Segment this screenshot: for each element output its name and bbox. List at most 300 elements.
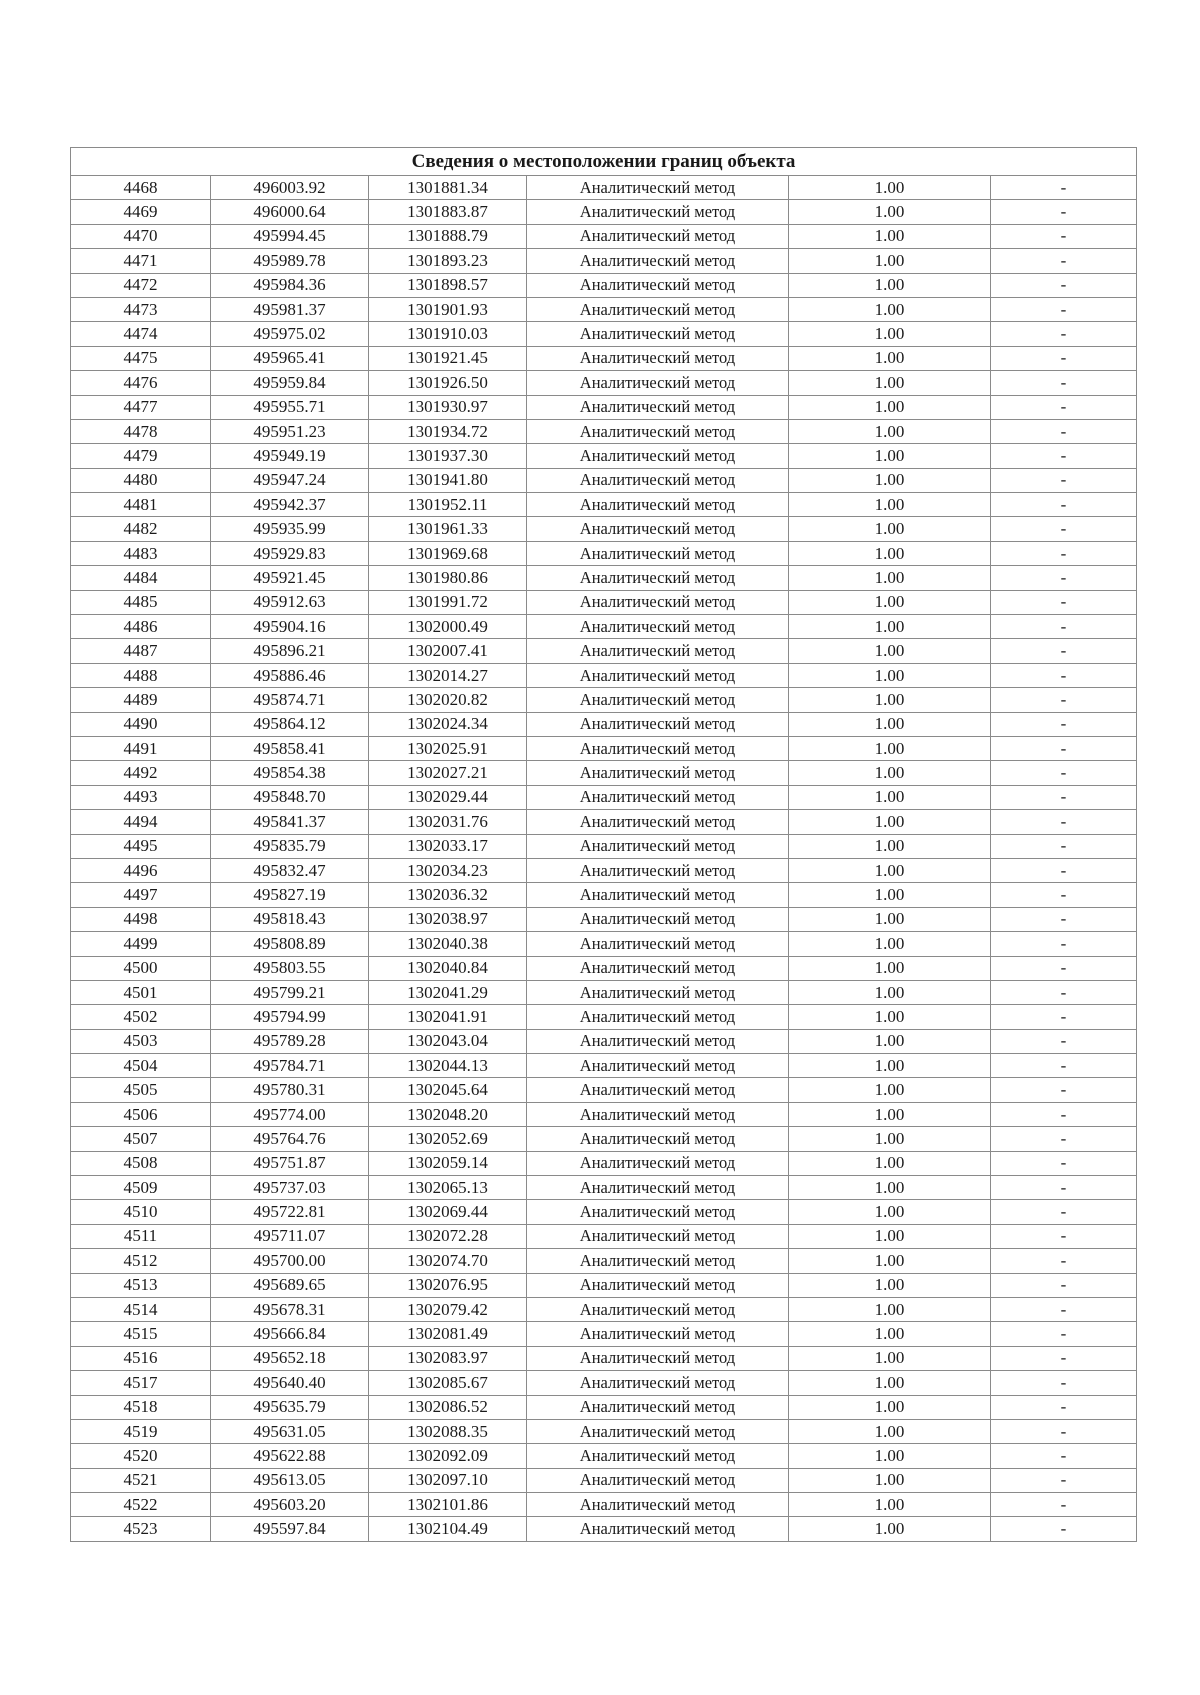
description-cell: - — [991, 1273, 1137, 1297]
accuracy-cell: 1.00 — [789, 371, 991, 395]
description-cell: - — [991, 1468, 1137, 1492]
table-row — [71, 907, 1137, 931]
accuracy-cell: 1.00 — [789, 200, 991, 224]
description-cell: - — [991, 590, 1137, 614]
point-number-cell: 4471 — [71, 249, 211, 273]
table-row — [71, 956, 1137, 980]
description-cell: - — [991, 200, 1137, 224]
accuracy-cell: 1.00 — [789, 932, 991, 956]
description-cell: - — [991, 639, 1137, 663]
x-coordinate-cell: 495827.19 — [211, 883, 369, 907]
x-coordinate-cell: 495631.05 — [211, 1419, 369, 1443]
y-coordinate-cell: 1302027.21 — [369, 761, 527, 785]
description-cell: - — [991, 883, 1137, 907]
description-cell: - — [991, 1322, 1137, 1346]
table-row — [71, 1468, 1137, 1492]
accuracy-cell: 1.00 — [789, 615, 991, 639]
table-row — [71, 1395, 1137, 1419]
y-coordinate-cell: 1302079.42 — [369, 1297, 527, 1321]
y-coordinate-cell: 1302052.69 — [369, 1127, 527, 1151]
point-number-cell: 4483 — [71, 541, 211, 565]
accuracy-cell: 1.00 — [789, 980, 991, 1004]
point-number-cell: 4473 — [71, 297, 211, 321]
method-cell: Аналитический метод — [527, 346, 789, 370]
method-cell: Аналитический метод — [527, 444, 789, 468]
table-row — [71, 1371, 1137, 1395]
accuracy-cell: 1.00 — [789, 297, 991, 321]
description-cell: - — [991, 1151, 1137, 1175]
point-number-cell: 4482 — [71, 517, 211, 541]
table-row — [71, 1127, 1137, 1151]
table-row — [71, 1005, 1137, 1029]
x-coordinate-cell: 495854.38 — [211, 761, 369, 785]
point-number-cell: 4475 — [71, 346, 211, 370]
table-row — [71, 639, 1137, 663]
point-number-cell: 4511 — [71, 1224, 211, 1248]
x-coordinate-cell: 495921.45 — [211, 566, 369, 590]
method-cell: Аналитический метод — [527, 956, 789, 980]
point-number-cell: 4496 — [71, 858, 211, 882]
accuracy-cell: 1.00 — [789, 1517, 991, 1541]
table-row — [71, 1224, 1137, 1248]
accuracy-cell: 1.00 — [789, 176, 991, 200]
y-coordinate-cell: 1301952.11 — [369, 493, 527, 517]
accuracy-cell: 1.00 — [789, 1029, 991, 1053]
accuracy-cell: 1.00 — [789, 956, 991, 980]
y-coordinate-cell: 1301881.34 — [369, 176, 527, 200]
table-row — [71, 1151, 1137, 1175]
accuracy-cell: 1.00 — [789, 1273, 991, 1297]
x-coordinate-cell: 495794.99 — [211, 1005, 369, 1029]
x-coordinate-cell: 495711.07 — [211, 1224, 369, 1248]
point-number-cell: 4493 — [71, 785, 211, 809]
description-cell: - — [991, 444, 1137, 468]
y-coordinate-cell: 1301883.87 — [369, 200, 527, 224]
point-number-cell: 4499 — [71, 932, 211, 956]
x-coordinate-cell: 495751.87 — [211, 1151, 369, 1175]
table-row — [71, 322, 1137, 346]
table-title-row — [71, 148, 1137, 176]
x-coordinate-cell: 495774.00 — [211, 1102, 369, 1126]
accuracy-cell: 1.00 — [789, 883, 991, 907]
description-cell: - — [991, 273, 1137, 297]
x-coordinate-cell: 495737.03 — [211, 1176, 369, 1200]
method-cell: Аналитический метод — [527, 1468, 789, 1492]
description-cell: - — [991, 980, 1137, 1004]
table-row — [71, 419, 1137, 443]
point-number-cell: 4495 — [71, 834, 211, 858]
method-cell: Аналитический метод — [527, 322, 789, 346]
description-cell: - — [991, 371, 1137, 395]
point-number-cell: 4501 — [71, 980, 211, 1004]
description-cell: - — [991, 224, 1137, 248]
description-cell: - — [991, 297, 1137, 321]
method-cell: Аналитический метод — [527, 615, 789, 639]
x-coordinate-cell: 495835.79 — [211, 834, 369, 858]
point-number-cell: 4503 — [71, 1029, 211, 1053]
description-cell: - — [991, 1127, 1137, 1151]
method-cell: Аналитический метод — [527, 1395, 789, 1419]
table-row — [71, 810, 1137, 834]
method-cell: Аналитический метод — [527, 493, 789, 517]
method-cell: Аналитический метод — [527, 249, 789, 273]
accuracy-cell: 1.00 — [789, 1102, 991, 1126]
table-row — [71, 200, 1137, 224]
y-coordinate-cell: 1302097.10 — [369, 1468, 527, 1492]
point-number-cell: 4469 — [71, 200, 211, 224]
description-cell: - — [991, 1200, 1137, 1224]
point-number-cell: 4489 — [71, 688, 211, 712]
y-coordinate-cell: 1302034.23 — [369, 858, 527, 882]
x-coordinate-cell: 495640.40 — [211, 1371, 369, 1395]
table-row — [71, 1419, 1137, 1443]
accuracy-cell: 1.00 — [789, 1224, 991, 1248]
table-row — [71, 444, 1137, 468]
table-row — [71, 541, 1137, 565]
point-number-cell: 4478 — [71, 419, 211, 443]
x-coordinate-cell: 495784.71 — [211, 1054, 369, 1078]
point-number-cell: 4508 — [71, 1151, 211, 1175]
x-coordinate-cell: 496003.92 — [211, 176, 369, 200]
point-number-cell: 4515 — [71, 1322, 211, 1346]
y-coordinate-cell: 1301888.79 — [369, 224, 527, 248]
y-coordinate-cell: 1301893.23 — [369, 249, 527, 273]
accuracy-cell: 1.00 — [789, 663, 991, 687]
y-coordinate-cell: 1302076.95 — [369, 1273, 527, 1297]
table-row — [71, 688, 1137, 712]
y-coordinate-cell: 1301910.03 — [369, 322, 527, 346]
description-cell: - — [991, 1249, 1137, 1273]
y-coordinate-cell: 1302007.41 — [369, 639, 527, 663]
accuracy-cell: 1.00 — [789, 1493, 991, 1517]
x-coordinate-cell: 495886.46 — [211, 663, 369, 687]
accuracy-cell: 1.00 — [789, 761, 991, 785]
x-coordinate-cell: 495635.79 — [211, 1395, 369, 1419]
y-coordinate-cell: 1302086.52 — [369, 1395, 527, 1419]
x-coordinate-cell: 495780.31 — [211, 1078, 369, 1102]
y-coordinate-cell: 1302025.91 — [369, 736, 527, 760]
table-row — [71, 1054, 1137, 1078]
y-coordinate-cell: 1301930.97 — [369, 395, 527, 419]
description-cell: - — [991, 615, 1137, 639]
point-number-cell: 4517 — [71, 1371, 211, 1395]
table-row — [71, 395, 1137, 419]
description-cell: - — [991, 663, 1137, 687]
method-cell: Аналитический метод — [527, 1176, 789, 1200]
x-coordinate-cell: 495818.43 — [211, 907, 369, 931]
description-cell: - — [991, 395, 1137, 419]
table-row — [71, 761, 1137, 785]
point-number-cell: 4479 — [71, 444, 211, 468]
table-title: Сведения о местоположении границ объекта — [71, 148, 1137, 176]
description-cell: - — [991, 736, 1137, 760]
description-cell: - — [991, 517, 1137, 541]
y-coordinate-cell: 1302043.04 — [369, 1029, 527, 1053]
accuracy-cell: 1.00 — [789, 1127, 991, 1151]
accuracy-cell: 1.00 — [789, 1346, 991, 1370]
table-row — [71, 980, 1137, 1004]
x-coordinate-cell: 495984.36 — [211, 273, 369, 297]
description-cell: - — [991, 834, 1137, 858]
description-cell: - — [991, 346, 1137, 370]
point-number-cell: 4477 — [71, 395, 211, 419]
description-cell: - — [991, 932, 1137, 956]
description-cell: - — [991, 1419, 1137, 1443]
point-number-cell: 4472 — [71, 273, 211, 297]
x-coordinate-cell: 495764.76 — [211, 1127, 369, 1151]
table-row — [71, 297, 1137, 321]
accuracy-cell: 1.00 — [789, 1444, 991, 1468]
x-coordinate-cell: 495803.55 — [211, 956, 369, 980]
x-coordinate-cell: 495597.84 — [211, 1517, 369, 1541]
table-row — [71, 736, 1137, 760]
accuracy-cell: 1.00 — [789, 444, 991, 468]
y-coordinate-cell: 1302092.09 — [369, 1444, 527, 1468]
accuracy-cell: 1.00 — [789, 1005, 991, 1029]
point-number-cell: 4502 — [71, 1005, 211, 1029]
accuracy-cell: 1.00 — [789, 590, 991, 614]
accuracy-cell: 1.00 — [789, 419, 991, 443]
accuracy-cell: 1.00 — [789, 785, 991, 809]
method-cell: Аналитический метод — [527, 395, 789, 419]
x-coordinate-cell: 495959.84 — [211, 371, 369, 395]
point-number-cell: 4494 — [71, 810, 211, 834]
y-coordinate-cell: 1302038.97 — [369, 907, 527, 931]
accuracy-cell: 1.00 — [789, 468, 991, 492]
point-number-cell: 4486 — [71, 615, 211, 639]
method-cell: Аналитический метод — [527, 1200, 789, 1224]
accuracy-cell: 1.00 — [789, 1322, 991, 1346]
method-cell: Аналитический метод — [527, 200, 789, 224]
method-cell: Аналитический метод — [527, 1273, 789, 1297]
point-number-cell: 4492 — [71, 761, 211, 785]
table-row — [71, 590, 1137, 614]
y-coordinate-cell: 1302014.27 — [369, 663, 527, 687]
accuracy-cell: 1.00 — [789, 1468, 991, 1492]
table-row — [71, 176, 1137, 200]
table-row — [71, 224, 1137, 248]
y-coordinate-cell: 1301969.68 — [369, 541, 527, 565]
table-row — [71, 883, 1137, 907]
x-coordinate-cell: 495994.45 — [211, 224, 369, 248]
table-row — [71, 273, 1137, 297]
method-cell: Аналитический метод — [527, 1224, 789, 1248]
x-coordinate-cell: 495975.02 — [211, 322, 369, 346]
y-coordinate-cell: 1301934.72 — [369, 419, 527, 443]
point-number-cell: 4485 — [71, 590, 211, 614]
description-cell: - — [991, 761, 1137, 785]
accuracy-cell: 1.00 — [789, 322, 991, 346]
accuracy-cell: 1.00 — [789, 1151, 991, 1175]
description-cell: - — [991, 858, 1137, 882]
table-row — [71, 663, 1137, 687]
method-cell: Аналитический метод — [527, 224, 789, 248]
x-coordinate-cell: 495832.47 — [211, 858, 369, 882]
x-coordinate-cell: 495858.41 — [211, 736, 369, 760]
y-coordinate-cell: 1302085.67 — [369, 1371, 527, 1395]
point-number-cell: 4491 — [71, 736, 211, 760]
description-cell: - — [991, 468, 1137, 492]
method-cell: Аналитический метод — [527, 907, 789, 931]
document-page — [70, 147, 1136, 1542]
table-row — [71, 517, 1137, 541]
point-number-cell: 4513 — [71, 1273, 211, 1297]
x-coordinate-cell: 495935.99 — [211, 517, 369, 541]
method-cell: Аналитический метод — [527, 468, 789, 492]
description-cell: - — [991, 1176, 1137, 1200]
method-cell: Аналитический метод — [527, 712, 789, 736]
description-cell: - — [991, 1224, 1137, 1248]
x-coordinate-cell: 495874.71 — [211, 688, 369, 712]
accuracy-cell: 1.00 — [789, 688, 991, 712]
point-number-cell: 4476 — [71, 371, 211, 395]
y-coordinate-cell: 1301937.30 — [369, 444, 527, 468]
table-row — [71, 1249, 1137, 1273]
y-coordinate-cell: 1301941.80 — [369, 468, 527, 492]
table-row — [71, 712, 1137, 736]
point-number-cell: 4518 — [71, 1395, 211, 1419]
accuracy-cell: 1.00 — [789, 566, 991, 590]
y-coordinate-cell: 1302065.13 — [369, 1176, 527, 1200]
point-number-cell: 4506 — [71, 1102, 211, 1126]
accuracy-cell: 1.00 — [789, 1297, 991, 1321]
method-cell: Аналитический метод — [527, 834, 789, 858]
accuracy-cell: 1.00 — [789, 517, 991, 541]
x-coordinate-cell: 495949.19 — [211, 444, 369, 468]
x-coordinate-cell: 495678.31 — [211, 1297, 369, 1321]
accuracy-cell: 1.00 — [789, 907, 991, 931]
description-cell: - — [991, 956, 1137, 980]
table-row — [71, 1176, 1137, 1200]
method-cell: Аналитический метод — [527, 1493, 789, 1517]
accuracy-cell: 1.00 — [789, 639, 991, 663]
x-coordinate-cell: 495689.65 — [211, 1273, 369, 1297]
point-number-cell: 4470 — [71, 224, 211, 248]
method-cell: Аналитический метод — [527, 1029, 789, 1053]
method-cell: Аналитический метод — [527, 1102, 789, 1126]
table-row — [71, 858, 1137, 882]
table-row — [71, 493, 1137, 517]
method-cell: Аналитический метод — [527, 858, 789, 882]
accuracy-cell: 1.00 — [789, 736, 991, 760]
point-number-cell: 4507 — [71, 1127, 211, 1151]
description-cell: - — [991, 176, 1137, 200]
table-row — [71, 1444, 1137, 1468]
table-row — [71, 468, 1137, 492]
x-coordinate-cell: 495912.63 — [211, 590, 369, 614]
description-cell: - — [991, 712, 1137, 736]
table-row — [71, 1078, 1137, 1102]
y-coordinate-cell: 1302044.13 — [369, 1054, 527, 1078]
method-cell: Аналитический метод — [527, 1005, 789, 1029]
y-coordinate-cell: 1302069.44 — [369, 1200, 527, 1224]
y-coordinate-cell: 1302074.70 — [369, 1249, 527, 1273]
point-number-cell: 4500 — [71, 956, 211, 980]
point-number-cell: 4509 — [71, 1176, 211, 1200]
table-row — [71, 1102, 1137, 1126]
x-coordinate-cell: 495622.88 — [211, 1444, 369, 1468]
x-coordinate-cell: 495808.89 — [211, 932, 369, 956]
x-coordinate-cell: 495652.18 — [211, 1346, 369, 1370]
y-coordinate-cell: 1301961.33 — [369, 517, 527, 541]
method-cell: Аналитический метод — [527, 1151, 789, 1175]
y-coordinate-cell: 1302036.32 — [369, 883, 527, 907]
method-cell: Аналитический метод — [527, 419, 789, 443]
x-coordinate-cell: 495955.71 — [211, 395, 369, 419]
point-number-cell: 4510 — [71, 1200, 211, 1224]
method-cell: Аналитический метод — [527, 273, 789, 297]
y-coordinate-cell: 1302033.17 — [369, 834, 527, 858]
y-coordinate-cell: 1302083.97 — [369, 1346, 527, 1370]
point-number-cell: 4512 — [71, 1249, 211, 1273]
description-cell: - — [991, 1517, 1137, 1541]
x-coordinate-cell: 495942.37 — [211, 493, 369, 517]
description-cell: - — [991, 1054, 1137, 1078]
description-cell: - — [991, 249, 1137, 273]
x-coordinate-cell: 495947.24 — [211, 468, 369, 492]
method-cell: Аналитический метод — [527, 541, 789, 565]
y-coordinate-cell: 1301898.57 — [369, 273, 527, 297]
method-cell: Аналитический метод — [527, 1444, 789, 1468]
description-cell: - — [991, 1493, 1137, 1517]
x-coordinate-cell: 495700.00 — [211, 1249, 369, 1273]
point-number-cell: 4523 — [71, 1517, 211, 1541]
point-number-cell: 4490 — [71, 712, 211, 736]
method-cell: Аналитический метод — [527, 1517, 789, 1541]
table-row — [71, 371, 1137, 395]
method-cell: Аналитический метод — [527, 785, 789, 809]
method-cell: Аналитический метод — [527, 761, 789, 785]
description-cell: - — [991, 419, 1137, 443]
y-coordinate-cell: 1301901.93 — [369, 297, 527, 321]
x-coordinate-cell: 495896.21 — [211, 639, 369, 663]
y-coordinate-cell: 1302059.14 — [369, 1151, 527, 1175]
description-cell: - — [991, 1346, 1137, 1370]
y-coordinate-cell: 1302040.84 — [369, 956, 527, 980]
accuracy-cell: 1.00 — [789, 810, 991, 834]
description-cell: - — [991, 1395, 1137, 1419]
method-cell: Аналитический метод — [527, 1419, 789, 1443]
x-coordinate-cell: 495864.12 — [211, 712, 369, 736]
y-coordinate-cell: 1302104.49 — [369, 1517, 527, 1541]
description-cell: - — [991, 1005, 1137, 1029]
table-row — [71, 615, 1137, 639]
y-coordinate-cell: 1302040.38 — [369, 932, 527, 956]
method-cell: Аналитический метод — [527, 517, 789, 541]
x-coordinate-cell: 495904.16 — [211, 615, 369, 639]
point-number-cell: 4520 — [71, 1444, 211, 1468]
point-number-cell: 4505 — [71, 1078, 211, 1102]
point-number-cell: 4522 — [71, 1493, 211, 1517]
table-row — [71, 1346, 1137, 1370]
description-cell: - — [991, 1444, 1137, 1468]
x-coordinate-cell: 495989.78 — [211, 249, 369, 273]
y-coordinate-cell: 1302024.34 — [369, 712, 527, 736]
method-cell: Аналитический метод — [527, 663, 789, 687]
method-cell: Аналитический метод — [527, 639, 789, 663]
method-cell: Аналитический метод — [527, 566, 789, 590]
point-number-cell: 4481 — [71, 493, 211, 517]
y-coordinate-cell: 1302041.29 — [369, 980, 527, 1004]
point-number-cell: 4498 — [71, 907, 211, 931]
x-coordinate-cell: 495929.83 — [211, 541, 369, 565]
table-row — [71, 1029, 1137, 1053]
method-cell: Аналитический метод — [527, 590, 789, 614]
point-number-cell: 4487 — [71, 639, 211, 663]
method-cell: Аналитический метод — [527, 1127, 789, 1151]
method-cell: Аналитический метод — [527, 297, 789, 321]
table-row — [71, 834, 1137, 858]
